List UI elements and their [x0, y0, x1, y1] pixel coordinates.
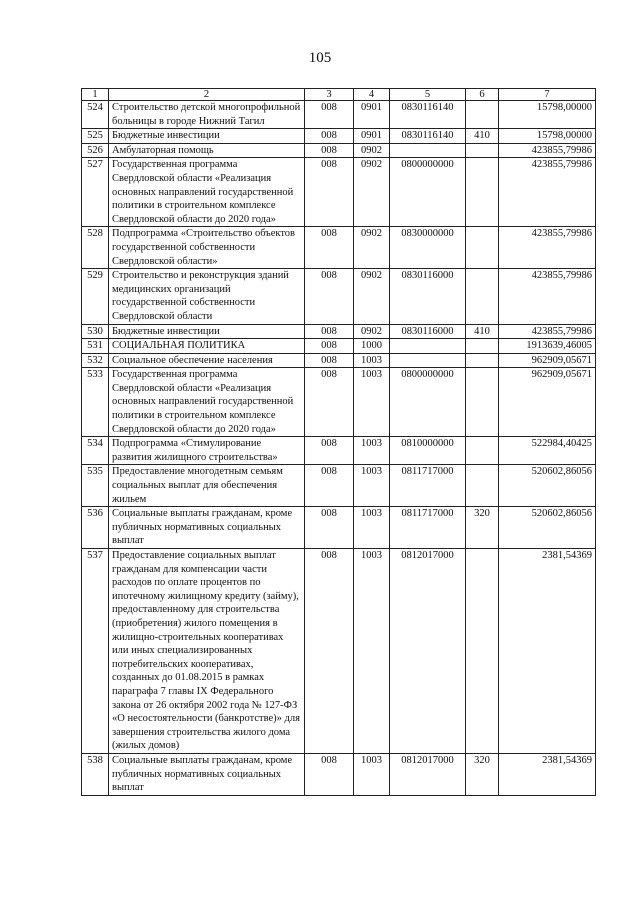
table-row: [82, 339, 596, 354]
row-code-3: 008: [305, 353, 354, 368]
row-code-3: 008: [305, 227, 354, 269]
row-code-6: [466, 465, 499, 507]
row-code-5: 0811717000: [390, 465, 466, 507]
row-code-3: 008: [305, 368, 354, 437]
row-code-6: [466, 101, 499, 129]
row-code-4: 1003: [354, 437, 390, 465]
row-code-3: 008: [305, 158, 354, 227]
row-code-5: 0830116000: [390, 324, 466, 339]
table-row: [82, 269, 596, 324]
table-header-row: [82, 89, 596, 101]
row-name: Строительство детской многопрофильной больницы в городе Нижний Тагил: [109, 101, 305, 129]
row-code-3: 008: [305, 437, 354, 465]
row-code-6: [466, 269, 499, 324]
row-code-4: 1003: [354, 549, 390, 754]
row-code-5: 0830000000: [390, 227, 466, 269]
row-amount: 520602,86056: [499, 465, 596, 507]
row-number: 524: [82, 101, 109, 129]
row-code-5: 0812017000: [390, 549, 466, 754]
row-amount: 15798,00000: [499, 101, 596, 129]
row-amount: 423855,79986: [499, 269, 596, 324]
row-code-4: 0902: [354, 158, 390, 227]
row-code-4: 1000: [354, 339, 390, 354]
row-code-3: 008: [305, 269, 354, 324]
row-name: Социальное обеспечение населения: [109, 353, 305, 368]
column-header: 2: [109, 89, 305, 101]
row-name: Амбулаторная помощь: [109, 143, 305, 158]
row-number: 535: [82, 465, 109, 507]
row-code-6: [466, 158, 499, 227]
row-number: 528: [82, 227, 109, 269]
row-code-4: 0901: [354, 129, 390, 144]
table-row: [82, 353, 596, 368]
row-number: 531: [82, 339, 109, 354]
table-row: [82, 368, 596, 437]
row-code-6: [466, 549, 499, 754]
table-row: [82, 753, 596, 795]
row-code-4: 1003: [354, 465, 390, 507]
row-amount: 962909,05671: [499, 368, 596, 437]
column-header: 1: [82, 89, 109, 101]
table-row: [82, 437, 596, 465]
row-amount: 520602,86056: [499, 507, 596, 549]
row-code-5: 0830116000: [390, 269, 466, 324]
row-code-6: 320: [466, 507, 499, 549]
row-name: Социальные выплаты гражданам, кроме публичных нормативных социальных выплат: [109, 753, 305, 795]
row-amount: 423855,79986: [499, 143, 596, 158]
row-code-6: 410: [466, 324, 499, 339]
table-row: [82, 507, 596, 549]
row-amount: 962909,05671: [499, 353, 596, 368]
row-code-4: 1003: [354, 353, 390, 368]
row-amount: 423855,79986: [499, 227, 596, 269]
row-code-3: 008: [305, 339, 354, 354]
row-code-4: 0902: [354, 227, 390, 269]
row-code-5: [390, 143, 466, 158]
row-code-4: 1003: [354, 507, 390, 549]
row-number: 530: [82, 324, 109, 339]
row-code-5: 0810000000: [390, 437, 466, 465]
row-code-4: 0902: [354, 143, 390, 158]
table-row: [82, 465, 596, 507]
row-code-5: 0812017000: [390, 753, 466, 795]
row-code-5: [390, 339, 466, 354]
row-code-3: 008: [305, 549, 354, 754]
row-code-5: 0800000000: [390, 368, 466, 437]
row-code-3: 008: [305, 753, 354, 795]
budget-table: [81, 88, 596, 796]
table-row: [82, 129, 596, 144]
row-code-6: 410: [466, 129, 499, 144]
row-code-6: [466, 339, 499, 354]
row-code-5: 0811717000: [390, 507, 466, 549]
row-code-5: 0830116140: [390, 129, 466, 144]
row-name: Строительство и реконструкция зданий медицинских организаций государственной собственности Свердловской области: [109, 269, 305, 324]
row-number: 536: [82, 507, 109, 549]
row-amount: 423855,79986: [499, 324, 596, 339]
row-name: Предоставление социальных выплат гражданам для компенсации части расходов по оплате процентов по ипотечному жилищному кредиту (займу), предоставленному для строительства (приобретения) жилого помещения в жилищно-строительных кооперативах или иных специализированных потребительских кооперативах, созданных до 01.08.2015 в рамках параграфа 7 главы IX Федерального закона от 26 октября 2002 года № 127-ФЗ «О несостоятельности (банкротстве)» для завершения строительства жилого дома (жилых домов): [109, 549, 305, 754]
row-name: Подпрограмма «Стимулирование развития жилищного строительства»: [109, 437, 305, 465]
row-amount: 15798,00000: [499, 129, 596, 144]
row-code-4: 0902: [354, 269, 390, 324]
row-number: 532: [82, 353, 109, 368]
row-code-6: 320: [466, 753, 499, 795]
row-number: 526: [82, 143, 109, 158]
row-code-5: 0830116140: [390, 101, 466, 129]
page-number: 105: [308, 50, 332, 66]
row-code-3: 008: [305, 507, 354, 549]
row-number: 527: [82, 158, 109, 227]
table-row: [82, 158, 596, 227]
row-code-6: [466, 143, 499, 158]
table-row: [82, 101, 596, 129]
row-code-3: 008: [305, 465, 354, 507]
row-code-6: [466, 227, 499, 269]
row-name: СОЦИАЛЬНАЯ ПОЛИТИКА: [109, 339, 305, 354]
row-code-6: [466, 368, 499, 437]
row-code-5: 0800000000: [390, 158, 466, 227]
row-number: 537: [82, 549, 109, 754]
column-header: 7: [499, 89, 596, 101]
row-amount: 423855,79986: [499, 158, 596, 227]
row-amount: 1913639,46005: [499, 339, 596, 354]
row-code-3: 008: [305, 324, 354, 339]
table-row: [82, 324, 596, 339]
row-code-3: 008: [305, 143, 354, 158]
table-row: [82, 549, 596, 754]
row-name: Предоставление многодетным семьям социальных выплат для обеспечения жильем: [109, 465, 305, 507]
row-number: 533: [82, 368, 109, 437]
row-code-3: 008: [305, 129, 354, 144]
row-number: 529: [82, 269, 109, 324]
row-name: Государственная программа Свердловской области «Реализация основных направлений государственной политики в строительном комплексе Свердловской области до 2020 года»: [109, 158, 305, 227]
row-code-5: [390, 353, 466, 368]
row-amount: 522984,40425: [499, 437, 596, 465]
row-name: Подпрограмма «Строительство объектов государственной собственности Свердловской области»: [109, 227, 305, 269]
row-code-4: 0901: [354, 101, 390, 129]
row-number: 538: [82, 753, 109, 795]
row-code-6: [466, 353, 499, 368]
row-name: Бюджетные инвестиции: [109, 324, 305, 339]
row-amount: 2381,54369: [499, 753, 596, 795]
row-name: Бюджетные инвестиции: [109, 129, 305, 144]
row-number: 534: [82, 437, 109, 465]
row-amount: 2381,54369: [499, 549, 596, 754]
row-code-6: [466, 437, 499, 465]
table-row: [82, 143, 596, 158]
row-number: 525: [82, 129, 109, 144]
row-name: Социальные выплаты гражданам, кроме публичных нормативных социальных выплат: [109, 507, 305, 549]
row-code-4: 0902: [354, 324, 390, 339]
table-row: [82, 227, 596, 269]
column-header: 5: [390, 89, 466, 101]
row-code-3: 008: [305, 101, 354, 129]
row-name: Государственная программа Свердловской области «Реализация основных направлений государственной политики в строительном комплексе Свердловской области до 2020 года»: [109, 368, 305, 437]
column-header: 6: [466, 89, 499, 101]
column-header: 3: [305, 89, 354, 101]
row-code-4: 1003: [354, 368, 390, 437]
column-header: 4: [354, 89, 390, 101]
row-code-4: 1003: [354, 753, 390, 795]
